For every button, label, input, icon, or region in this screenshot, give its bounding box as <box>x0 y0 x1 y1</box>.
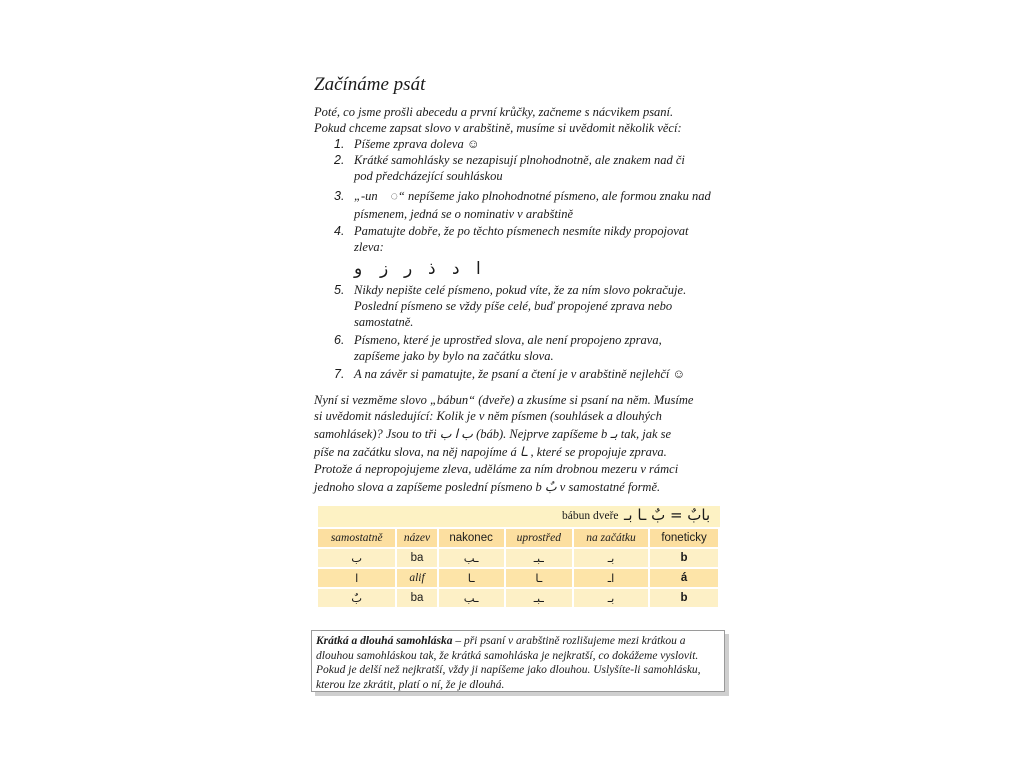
table-row <box>318 569 718 587</box>
intro-line-1: Poté, co jsme prošli abecedu a první krůčky, začneme s nácvikem psaní. <box>314 105 674 119</box>
table-cell: ا <box>318 569 395 587</box>
table-cell: ـبـ <box>506 589 572 607</box>
note-line: Krátká a dlouhá samohláska – při psaní v arabštině rozlišujeme mezi krátkou a <box>316 635 686 647</box>
note-line: kterou lze zkrátit, platí o ní, že je dlouhá. <box>316 678 505 691</box>
table-cell: ـب <box>439 549 504 567</box>
table-cell: ـبـ <box>506 549 572 567</box>
paragraph-line: Protože á nepropojujeme zleva, uděláme za ním drobnou mezeru v rámci <box>314 462 679 476</box>
table-cell: ـب <box>439 589 504 607</box>
table-row <box>318 549 718 567</box>
table-cell: ba <box>397 549 436 567</box>
nonjoining-letters: ا د ذ ر ز و <box>354 259 481 279</box>
table-header-row <box>318 529 718 547</box>
table-cell: b <box>650 589 718 607</box>
table-cell: b <box>650 549 718 567</box>
intro-line-2: Pokud chceme zapsat slovo v arabštině, musíme si uvědomit několik věcí: <box>314 121 682 135</box>
table-cell: بٌ <box>318 589 395 607</box>
paragraph-line: píše na začátku slova, na něj napojíme á ـا , které se propojuje zprava. <box>314 445 667 459</box>
column-header: samostatně <box>318 529 395 547</box>
paragraph-line: si uvědomit následující: Kolik je v něm písmen (souhlásek a dlouhých <box>314 409 662 423</box>
page-title: Začínáme psát <box>314 74 426 95</box>
table-cell: ب <box>318 549 395 567</box>
document-page: Začínáme psát Poté, co jsme prošli abecedu a první krůčky, začneme s nácvikem psaní. Pokud chceme zapsat slovo v arabštině, musíme si uvědomit několik věcí: 1. Píšeme zprava doleva ☺ 2. Krátké samohlásky se nezapisují plnohodnotně, ale znakem nad či pod předcházející souhláskou 3. „-un ◌ٌ“ nepíšeme jako plnohodnotné písmeno, ale formou znaku nad písmenem, jedná se o nominativ v arabštině 4. Pamatujte dobře, že po těchto písmenech nesmíte nikdy propojovat zleva: ا د ذ ر ز و 5. Nikdy nepište celé písmeno, pokud víte, že za ním slovo pokračuje. Poslední písmeno se vždy píše celé, buď propojené zprava nebo samostatně. 6. Písmeno, které je uprostřed slova, ale není propojeno zprava, zapíšeme jako by bylo na začátku slova. 7. A na závěr si pamatujte, že psaní a čtení je v arabštině nejlehčí ☺ Nyní si vezměme slovo „bábun“ (dveře) a zkusíme si psaní na něm. Musíme si uvědomit následující: Kolik je v něm písmen (souhlásek a dlouhých samohlásek)? Jsou to tři ب ا ب (báb). Nejprve zapíšeme b بـ tak, jak se píše na začátku slova, na něj napojíme á ـا , které se propojuje zprava. Protože á nepropojujeme zleva, uděláme za ním drobnou mezeru v rámci jednoho slova a zapíšeme poslední písmeno b بٌ v samostatné formě. bábun dveře بابٌ = بٌ ـا بـ samostatně název nakonec uprostřed na začátku foneticky ب ba ـب ـبـ بـ b ا alif ـا ـا اـ á بٌ ba ـب ـبـ بـ b Krátká a dlouhá samohláska – při psaní v arabštině rozlišujeme mezi krátkou a dlouhou samohláskou tak, že krátká samohláska je nejkratší, co dokážeme vyslovit. Pokud je delší než nejkratší, vždy ji napíšeme jako dlouhou. Uslyšíte-li samohlásku, kterou lze zkrátit, platí o ní, že je dlouhá. <box>0 0 1024 768</box>
paragraph-line: samohlásek)? Jsou to tři ب ا ب (báb). Nejprve zapíšeme b بـ tak, jak se <box>314 427 672 441</box>
column-header: uprostřed <box>506 529 572 547</box>
note-line: dlouhou samohláskou tak, že krátká samohláska je nejkratší, co dokážeme vyslovit. <box>316 649 699 662</box>
column-header: nakonec <box>439 529 504 547</box>
column-header: na začátku <box>574 529 648 547</box>
table-equation: بابٌ = بٌ ـا بـ <box>624 506 711 524</box>
table-row <box>318 589 718 607</box>
table-cell: alif <box>397 569 436 587</box>
table-cell: ـا <box>506 569 572 587</box>
paragraph-line: jednoho slova a zapíšeme poslední písmeno b بٌ v samostatné formě. <box>314 480 661 494</box>
note-heading: Krátká a dlouhá samohláska <box>316 635 453 647</box>
table-cell: á <box>650 569 718 587</box>
note-box <box>311 630 725 692</box>
table-cell: بـ <box>574 589 648 607</box>
column-header: název <box>397 529 436 547</box>
table-cell: ba <box>397 589 436 607</box>
table-cell: اـ <box>574 569 648 587</box>
table-cell: بـ <box>574 549 648 567</box>
letter-forms-table <box>318 506 720 609</box>
column-header: foneticky <box>650 529 718 547</box>
paragraph-line: Nyní si vezměme slovo „bábun“ (dveře) a zkusíme si psaní na něm. Musíme <box>314 393 694 407</box>
table-cell: ـا <box>439 569 504 587</box>
table-word: bábun dveře <box>562 510 619 522</box>
note-line: Pokud je delší než nejkratší, vždy ji napíšeme jako dlouhou. Uslyšíte-li samohlásku, <box>316 664 701 676</box>
table-caption <box>318 506 720 527</box>
